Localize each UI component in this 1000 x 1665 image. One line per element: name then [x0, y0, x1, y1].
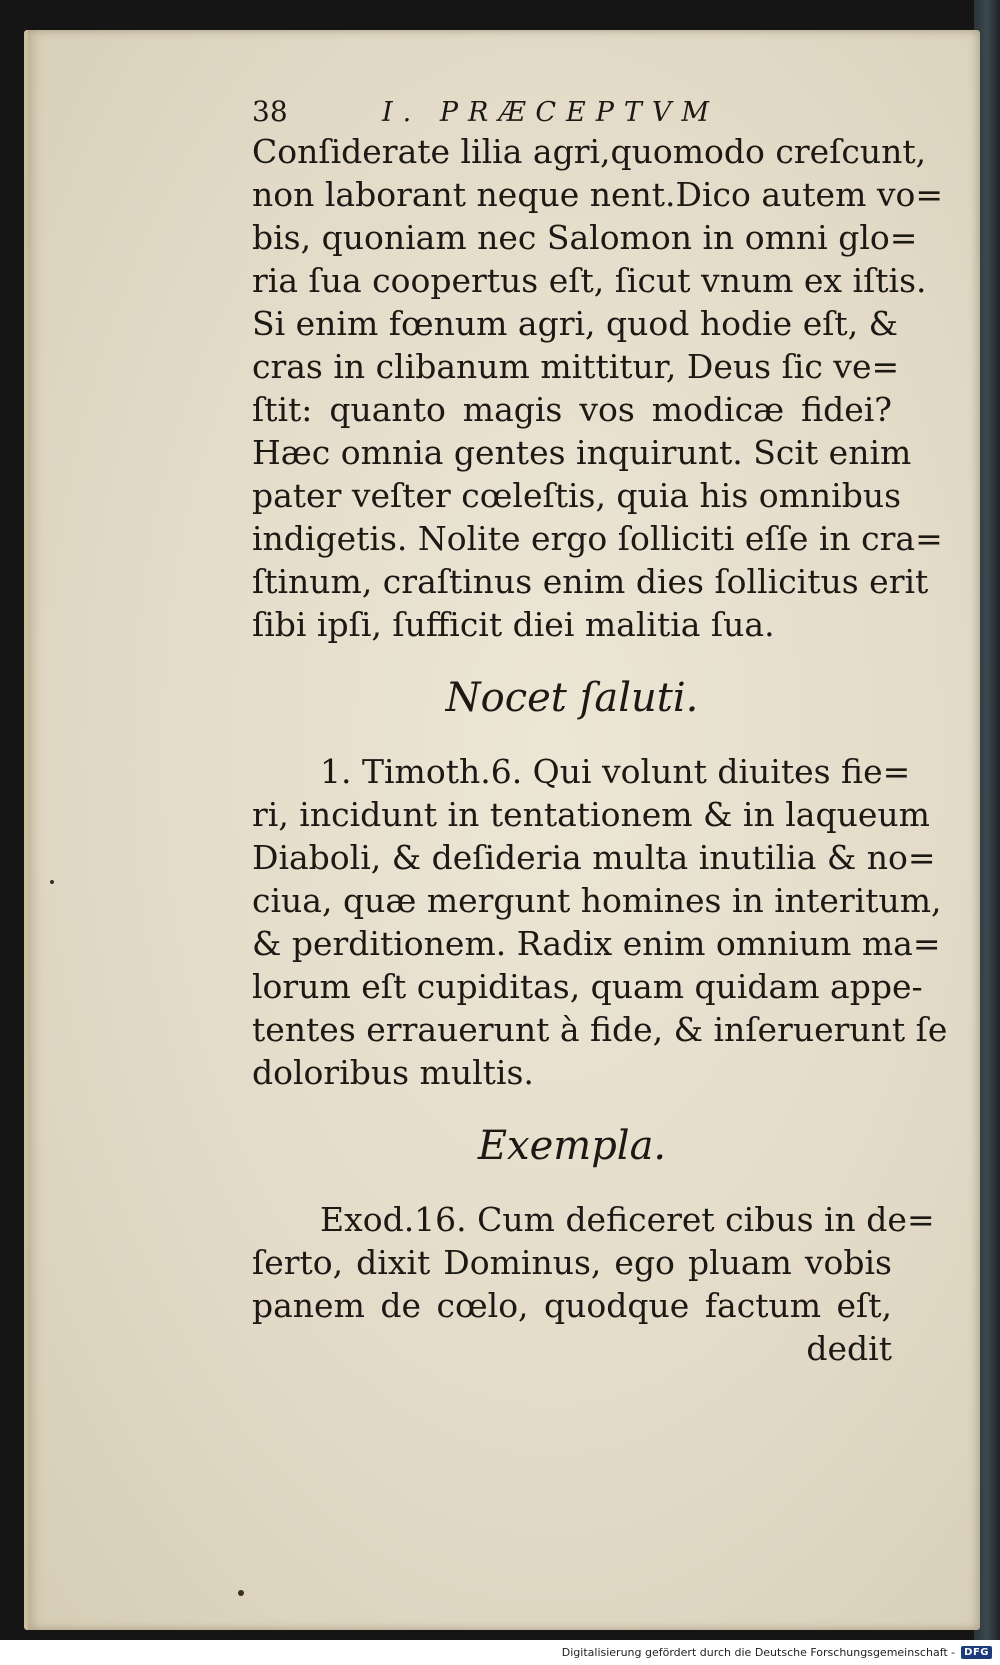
text-line: tentes errauerunt à fide, & inſeruerunt ſe [252, 1010, 948, 1049]
paragraph-timothy [252, 750, 948, 1094]
catchword: dedit [806, 1329, 892, 1368]
ink-speck [50, 880, 54, 884]
text-line: 1. Timoth.6. Qui volunt diuites fie= [320, 752, 911, 791]
page-content [252, 90, 948, 1370]
text-line: cras in clibanum mittitur, Deus ſic ve= [252, 347, 900, 386]
text-line: Diaboli, & deſideria multa inutilia & no= [252, 838, 936, 877]
text-line: ciua, quæ mergunt homines in interitum, [252, 881, 942, 920]
text-line: Conſiderate lilia agri,quomodo creſcunt, [252, 132, 927, 171]
text-line: panem de cœlo, quodque factum eſt, [252, 1286, 892, 1325]
paragraph-consider-lilies [252, 130, 944, 646]
text-line: Exod.16. Cum deficeret cibus in de= [320, 1200, 935, 1239]
text-line: ri, incidunt in tentationem & in laqueum [252, 795, 930, 834]
text-line: ſtit: quanto magis vos modicæ fidei? [252, 390, 892, 429]
text-line: non laborant neque nent.Dico autem vo= [252, 175, 944, 214]
paragraph-exodus [252, 1198, 935, 1370]
text-line: ſerto, dixit Dominus, ego pluam vobis [252, 1243, 892, 1282]
section-heading-exempla: Exempla. [477, 1123, 667, 1169]
text-line: ſtinum, craſtinus enim dies ſollicitus erit [252, 562, 929, 601]
text-line: doloribus multis. [252, 1053, 534, 1092]
text-line: indigetis. Nolite ergo ſolliciti eſſe in cra= [252, 519, 943, 558]
section-heading-nocet: Nocet ſaluti. [445, 675, 699, 721]
text-line: Hæc omnia gentes inquirunt. Scit enim [252, 433, 912, 472]
text-line: ſibi ipſi, ſufficit diei malitia ſua. [252, 605, 775, 644]
funding-credit: Digitalisierung gefördert durch die Deutsche Forschungsgemeinschaft - [561, 1646, 956, 1659]
text-line: ria ſua coopertus eſt, ſicut vnum ex iſtis. [252, 261, 927, 300]
digitization-footer [0, 1640, 1000, 1665]
text-line: lorum eſt cupiditas, quam quidam appe- [252, 967, 923, 1006]
ink-speck [238, 1590, 244, 1596]
running-head [252, 90, 892, 130]
text-line: Si enim fœnum agri, quod hodie eſt, & [252, 304, 899, 343]
text-line: pater veſter cœleſtis, quia his omnibus [252, 476, 902, 515]
dfg-logo: DFG [961, 1646, 992, 1659]
text-line: & perditionem. Radix enim omnium ma= [252, 924, 941, 963]
page-number: 38 [252, 95, 288, 128]
text-line: bis, quoniam nec Salomon in omni glo= [252, 218, 918, 257]
running-title: I. PRÆCEPTVM [382, 97, 720, 128]
